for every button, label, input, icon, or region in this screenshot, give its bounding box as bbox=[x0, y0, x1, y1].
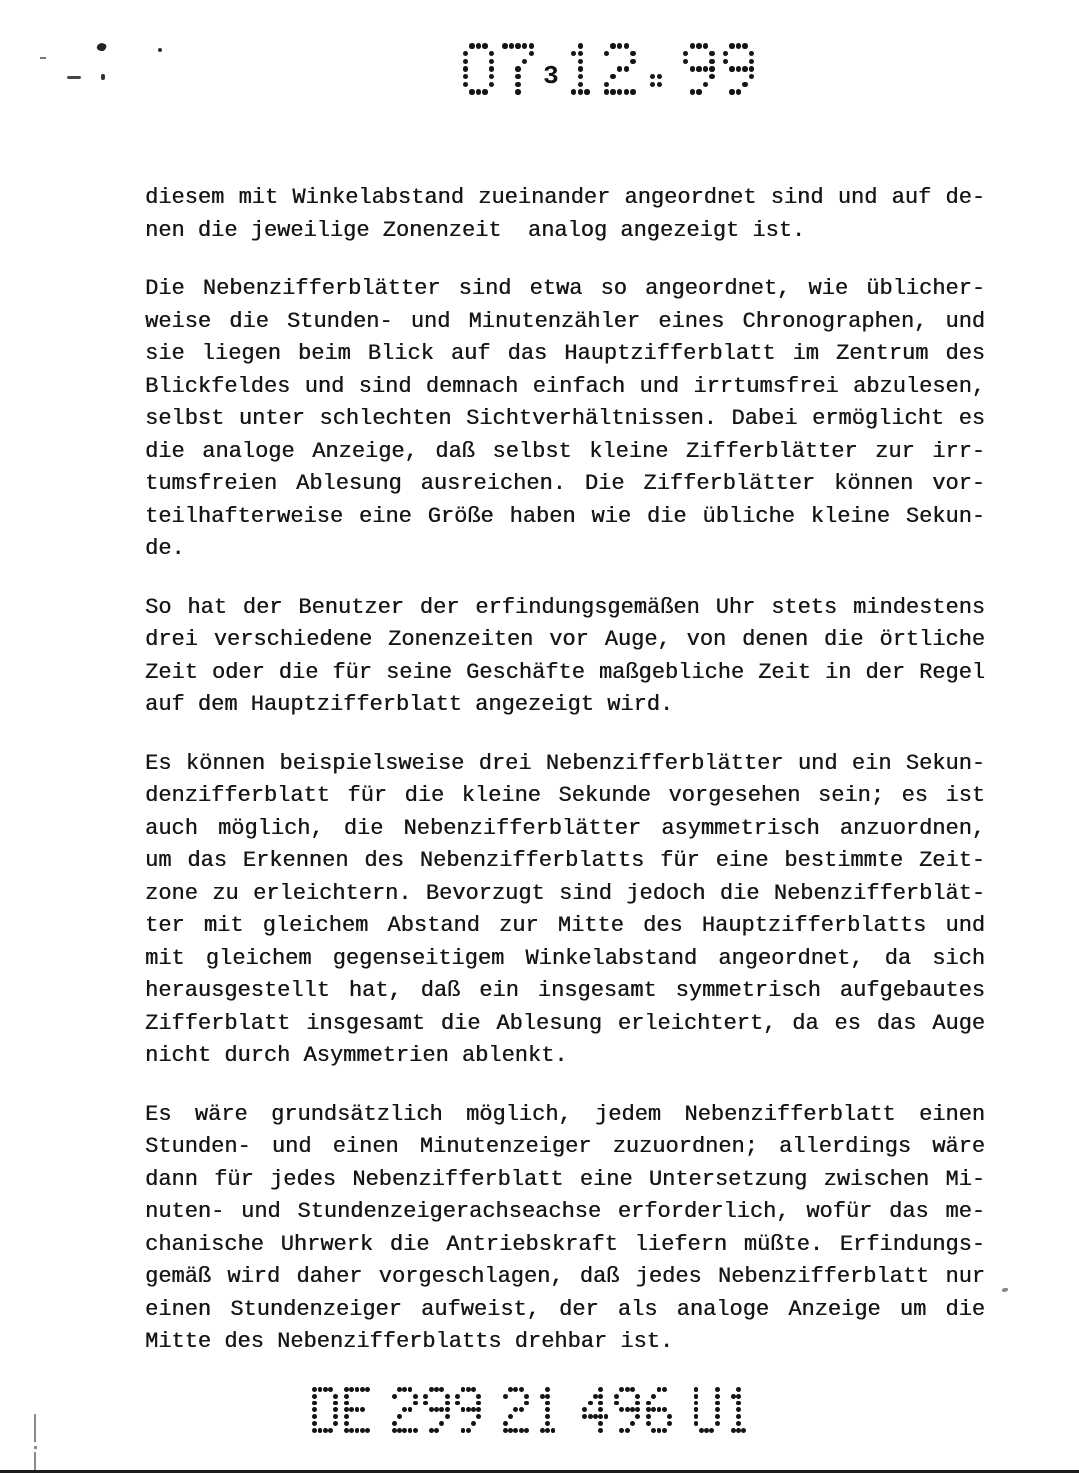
text-line: auf dem Hauptzifferblatt angezeigt wird. bbox=[145, 692, 674, 717]
text-line: gemäß wird daher vorgeschlagen, daß jedes Nebenzifferblatt nur bbox=[145, 1264, 985, 1289]
text-line: So hat der Benutzer der erfindungsgemäßen Uhr stets mindestens bbox=[145, 594, 985, 620]
dot-matrix-char bbox=[603, 42, 636, 96]
dot-matrix-char bbox=[564, 42, 597, 96]
dot-matrix-char bbox=[455, 1386, 481, 1434]
date-stamp-month-year bbox=[564, 42, 762, 96]
dot-matrix-char bbox=[312, 1386, 338, 1434]
scan-artifact-speck bbox=[96, 42, 107, 53]
dot-matrix-char bbox=[344, 1386, 370, 1434]
text-line: Zeit oder die für seine Geschäfte maßgebliche Zeit in der Regel bbox=[145, 659, 985, 685]
text-line: drei verschiedene Zonenzeiten vor Auge, von denen die örtliche bbox=[145, 627, 985, 652]
dot-matrix-char bbox=[614, 1386, 640, 1434]
dot-matrix-char bbox=[693, 1386, 719, 1434]
date-stamp-overlay-digit: 3 bbox=[543, 60, 559, 91]
date-stamp-day bbox=[462, 42, 541, 96]
paragraph bbox=[145, 1099, 985, 1359]
text-line: um das Erkennen des Nebenzifferblatts für eine bestimmte Zeit- bbox=[145, 848, 985, 873]
text-line: Die Nebenzifferblätter sind etwa so angeordnet, wie üblicher- bbox=[145, 276, 985, 301]
scan-artifact-line bbox=[34, 1414, 36, 1442]
scan-artifact-speck bbox=[1002, 1288, 1008, 1292]
text-line: weise die Stunden- und Minutenzähler eines Chronographen, und bbox=[145, 308, 985, 334]
text-line: Stunden- und einen Minutenzeiger zuzuordnen; allerdings wäre bbox=[145, 1134, 985, 1159]
dot-matrix-char bbox=[503, 1386, 529, 1434]
text-line: diesem mit Winkelabstand zueinander angeordnet sind und auf de- bbox=[145, 185, 985, 210]
paragraph bbox=[145, 182, 985, 247]
scan-artifact-line bbox=[34, 1446, 37, 1449]
text-line: Mitte des Nebenzifferblatts drehbar ist. bbox=[145, 1329, 674, 1354]
dot-matrix-char bbox=[646, 1386, 672, 1434]
dot-matrix-char bbox=[682, 42, 715, 96]
paragraph bbox=[145, 273, 985, 566]
text-line: Es wäre grundsätzlich möglich, jedem Nebenzifferblatt einen bbox=[145, 1101, 985, 1127]
dot-matrix-char bbox=[391, 1386, 417, 1434]
dot-matrix-char bbox=[582, 1386, 608, 1434]
scan-artifact-speck bbox=[40, 57, 46, 59]
dot-matrix-char bbox=[462, 42, 495, 96]
text-line: auch möglich, die Nebenzifferblätter asymmetrisch anzuordnen, bbox=[145, 815, 985, 841]
scan-artifact-speck bbox=[101, 74, 105, 80]
dot-matrix-space bbox=[677, 1433, 693, 1434]
paragraph bbox=[145, 592, 985, 722]
text-line: selbst unter schlechten Sichtverhältnissen. Dabei ermöglicht es bbox=[145, 406, 985, 431]
text-line: Blickfeldes und sind demnach einfach und irrtumsfrei abzulesen, bbox=[145, 373, 985, 399]
text-line: denzifferblatt für die kleine Sekunde vorgesehen sein; es ist bbox=[145, 783, 985, 808]
paragraph bbox=[145, 748, 985, 1073]
dot-matrix-char bbox=[725, 1386, 751, 1434]
text-line: Zifferblatt insgesamt die Ablesung erleichtert, da es das Auge bbox=[145, 1010, 985, 1036]
text-line: die analoge Anzeige, daß selbst kleine Zifferblätter zur irr- bbox=[145, 438, 985, 464]
text-line: teilhafterweise eine Größe haben wie die übliche kleine Sekun- bbox=[145, 503, 985, 529]
text-line: ter mit gleichem Abstand zur Mitte des Hauptzifferblatts und bbox=[145, 913, 985, 938]
scan-artifact-speck bbox=[158, 48, 162, 52]
text-line: de. bbox=[145, 536, 185, 561]
dot-matrix-space bbox=[487, 1433, 503, 1434]
text-line: sie liegen beim Blick auf das Hauptzifferblatt im Zentrum des bbox=[145, 341, 985, 366]
date-stamp bbox=[462, 42, 762, 96]
dot-matrix-char bbox=[722, 42, 755, 96]
dot-matrix-char bbox=[502, 42, 535, 96]
dot-matrix-char bbox=[643, 42, 676, 96]
text-line: tumsfreien Ablesung ausreichen. Die Zifferblätter können vor- bbox=[145, 471, 985, 496]
dot-matrix-space bbox=[566, 1433, 582, 1434]
scan-artifact-squiggle bbox=[67, 76, 81, 79]
text-line: einen Stundenzeiger aufweist, der als analoge Anzeige um die bbox=[145, 1296, 985, 1322]
text-line: dann für jedes Nebenzifferblatt eine Untersetzung zwischen Mi- bbox=[145, 1166, 985, 1192]
text-line: Es können beispielsweise drei Nebenzifferblätter und ein Sekun- bbox=[145, 750, 985, 776]
document-text bbox=[145, 182, 985, 1385]
text-line: herausgestellt hat, daß ein insgesamt symmetrisch aufgebautes bbox=[145, 978, 985, 1003]
text-line: chanische Uhrwerk die Antriebskraft liefern müßte. Erfindungs- bbox=[145, 1231, 985, 1257]
publication-number-stamp bbox=[312, 1386, 757, 1434]
text-line: nicht durch Asymmetrien ablenkt. bbox=[145, 1043, 568, 1068]
text-line: zone zu erleichtern. Bevorzugt sind jedoch die Nebenzifferblät- bbox=[145, 880, 985, 906]
text-line: mit gleichem gegenseitigem Winkelabstand angeordnet, da sich bbox=[145, 945, 985, 971]
text-line: nuten- und Stundenzeigerachseachse erforderlich, wofür das me- bbox=[145, 1199, 985, 1224]
dot-matrix-char bbox=[423, 1386, 449, 1434]
dot-matrix-space bbox=[376, 1433, 392, 1434]
text-line: nen die jeweilige Zonenzeit analog angezeigt ist. bbox=[145, 217, 806, 243]
dot-matrix-char bbox=[534, 1386, 560, 1434]
